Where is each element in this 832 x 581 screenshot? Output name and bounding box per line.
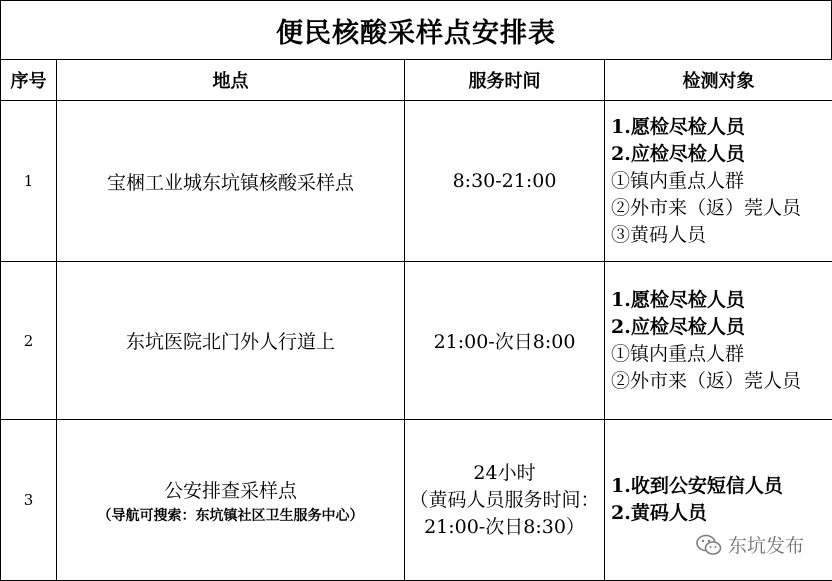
- target-item: 1.收到公安短信人员: [611, 475, 783, 497]
- target-item: ③黄码人员: [611, 223, 707, 246]
- header-location: 地点: [57, 60, 405, 101]
- row-location: 宝梱工业城东坑镇核酸采样点: [57, 101, 405, 262]
- location-name: 公安排查采样点: [163, 479, 297, 502]
- target-item: 2.应检尽检人员: [611, 315, 745, 338]
- target-item: 1.愿检尽检人员: [611, 288, 745, 311]
- header-index: 序号: [1, 60, 57, 101]
- header-time: 服务时间: [405, 60, 605, 101]
- time-line: 24小时: [473, 461, 536, 484]
- table-title-bar: [0, 0, 832, 59]
- target-item: ①镇内重点人群: [611, 342, 745, 365]
- row-targets: [605, 101, 832, 262]
- watermark: [696, 531, 804, 558]
- row-time: 8:30-21:00: [405, 101, 605, 262]
- row-index: 3: [1, 420, 57, 581]
- time-line: 21:00-次日8:30）: [424, 515, 585, 538]
- location-nav-note: （导航可搜索：东坑镇社区卫生服务中心）: [97, 507, 364, 524]
- target-item: 2.应检尽检人员: [611, 142, 745, 165]
- target-item: ①镇内重点人群: [611, 169, 745, 192]
- target-item: ②外市来（返）莞人员: [611, 369, 802, 392]
- row-index: 1: [1, 101, 57, 262]
- row-time: 21:00-次日8:00: [405, 262, 605, 420]
- target-item: 2.黄码人员: [611, 502, 707, 524]
- target-item: ②外市来（返）莞人员: [611, 196, 802, 219]
- table-row: [1, 262, 832, 420]
- sampling-schedule-table: [0, 59, 832, 581]
- page-title: 便民核酸采样点安排表: [276, 17, 556, 49]
- row-index: 2: [1, 262, 57, 420]
- row-targets: [605, 262, 832, 420]
- row-location: [57, 420, 405, 581]
- watermark-text: 东坑发布: [727, 535, 804, 557]
- target-item: 1.愿检尽检人员: [611, 115, 745, 138]
- wechat-icon: [696, 534, 722, 556]
- header-target: 检测对象: [605, 60, 832, 101]
- row-time: [405, 420, 605, 581]
- time-line: （黄码人员服务时间：: [409, 488, 600, 511]
- row-location: 东坑医院北门外人行道上: [57, 262, 405, 420]
- header-row: [1, 60, 832, 101]
- table-row: [1, 101, 832, 262]
